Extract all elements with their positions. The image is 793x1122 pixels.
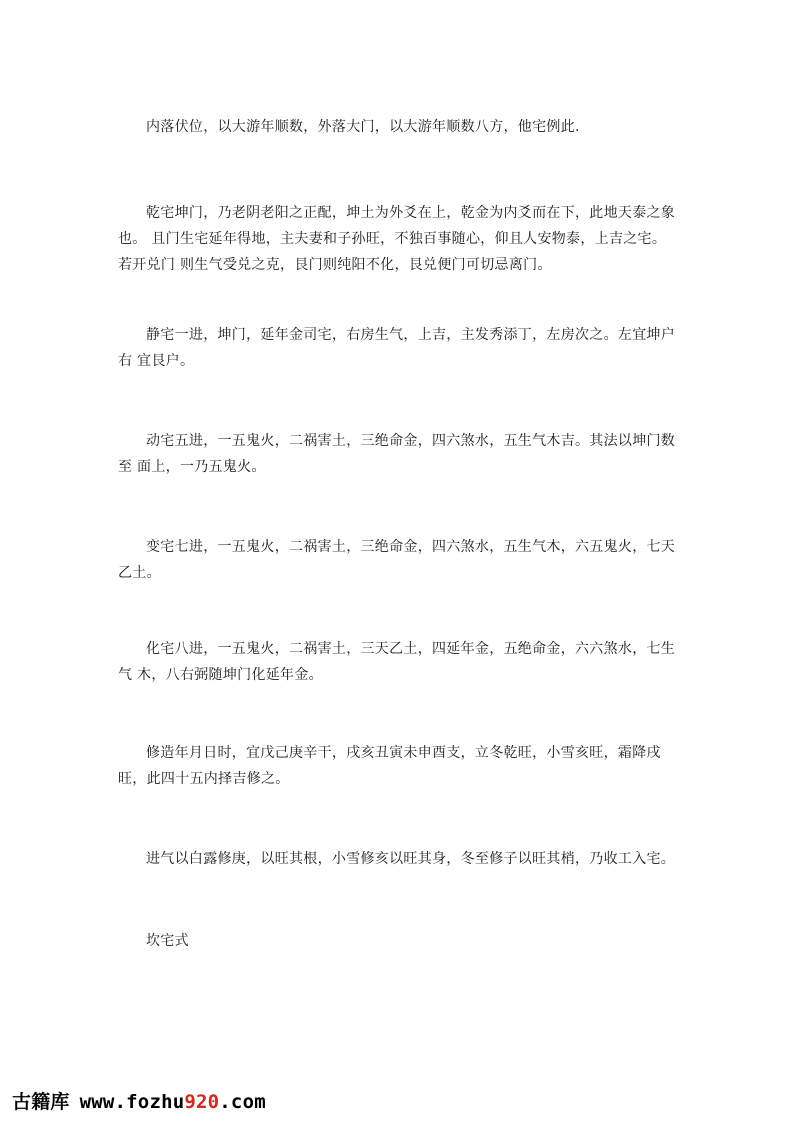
- footer-site-name: 古籍库: [12, 1091, 70, 1113]
- paragraph-xiuzao-shiri: 修造年月日时，宜戊己庚辛干，戌亥丑寅未申酉支，立冬乾旺，小雪亥旺，霜降戌旺，此四十五内择吉修之。: [118, 745, 661, 787]
- paragraph-dongzhai: 动宅五进，一五鬼火，二祸害土，三绝命金，四六煞水，五生气木吉。其法以坤门数至 面上，一乃五鬼火。: [118, 433, 676, 475]
- paragraph-jingzhai: 静宅一进，坤门，延年金司宅，右房生气，上吉，主发秀添丁，左房次之。左宜坤户右 宜艮户。: [118, 327, 676, 369]
- footer-url-suffix: .com: [219, 1091, 266, 1113]
- paragraph-huazhai: 化宅八进，一五鬼火，二祸害土，三天乙土，四延年金，五绝命金，六六煞水，七生气 木，八右弼随坤门化延年金。: [118, 641, 676, 683]
- paragraph-bianzhai: 变宅七进，一五鬼火，二祸害土，三绝命金，四六煞水，五生气木，六五鬼火，七天乙土。: [118, 539, 676, 581]
- paragraph-neiluo-fuwei: 内落伏位，以大游年顺数，外落大门，以大游年顺数八方，他宅例此.: [146, 119, 580, 135]
- footer-url-number: 920: [184, 1091, 220, 1113]
- footer-url-prefix: www.fozhu: [79, 1091, 185, 1113]
- paragraph-qianzhai-kunmen: 乾宅坤门，乃老阴老阳之正配，坤土为外爻在上，乾金为内爻而在下，此地天泰之象也。 且门生宅延年得地，主夫妻和子孙旺，不独百事随心，仰且人安物泰，上吉之宅。若开兑门 则生气受兑之克，艮门则纯阳不化，艮兑便门可切忌离门。: [118, 205, 676, 273]
- paragraph-jinqi: 进气以白露修庚，以旺其根，小雪修亥以旺其身，冬至修子以旺其梢，乃收工入宅。: [146, 851, 676, 867]
- footer-watermark: [12, 1087, 266, 1114]
- section-heading-kanzhai: 坎宅式: [146, 933, 189, 949]
